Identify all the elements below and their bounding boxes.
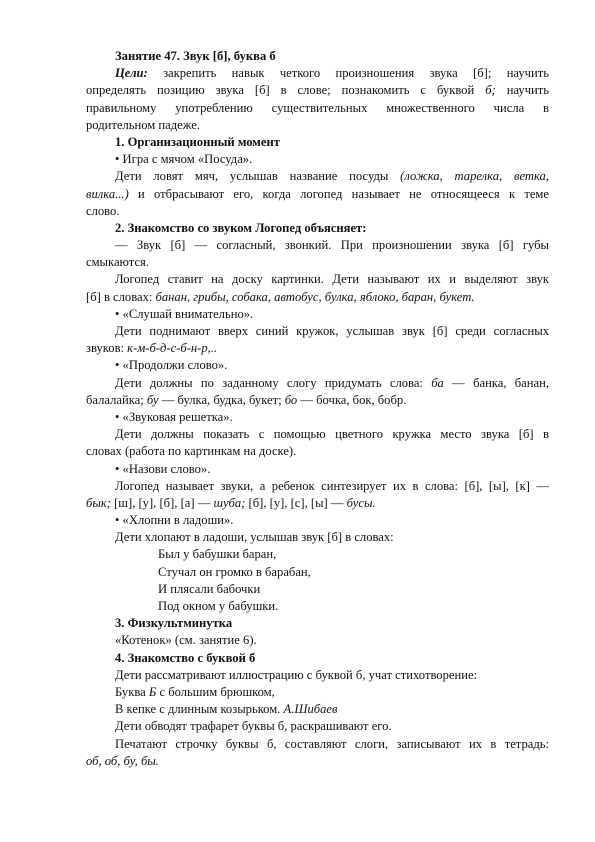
s3-line: «Котенок» (см. занятие 6). [115,633,257,648]
poem-line: Стучал он громко в барабан, [158,564,311,579]
s2-b2-words: банан, грибы, собака, автобус, булка, яблоко, баран, букет. [155,289,475,304]
s2-d-line-1 [86,375,549,392]
game-clap: • «Хлопни в ладоши». [115,513,234,528]
poem-line: Под окном у бабушки. [158,599,279,613]
section-2-heading: 2. Знакомство со звуком Логопед объясняет: [115,220,367,235]
goals-text-2: определять позицию звука [б] в слове; познакомить с буквой [86,83,475,98]
word-busy: бусы. [346,495,376,510]
s2-b-line-1: Логопед ставит на доску картинки. Дети называют их и выделяют звук [115,272,549,287]
goals-line-4: родительном падеже. [86,117,201,132]
s2-d1-text: Дети должны по заданному слогу придумать слова: [115,375,423,390]
s1-para-line-3: слово. [86,203,120,218]
s1-p2-text: и отбрасывают его, когда логопед называет не относящееся к теме [138,186,549,201]
goals-label: Цели: [115,66,148,81]
s1-p1-text: Дети ловят мяч, услышав название посуды [115,169,389,184]
poem-line: Был у бабушки баран, [158,547,277,562]
s4-l2-text-end: с большим брюшком, [159,684,275,699]
s4-l2-text: Буква [115,684,146,699]
s2-d2-syllable-bu: бу [146,392,159,407]
section-4-heading: 4. Знакомство с буквой б [115,650,256,665]
s4-line-5: Печатают строчку буквы б, составляют слоги, записывают их в тетрадь: [115,736,549,751]
s2-f-line-2 [86,495,549,512]
s2-d2-text: балалайка; [86,392,144,407]
s1-para-line-2 [86,186,549,203]
s2-b2-text: [б] в словах: [86,289,153,304]
poem-author: А.Шибаев [283,702,338,717]
lesson-title: Занятие 47. Звук [б], буква б [115,49,276,63]
s4-line-4: Дети обводят трафарет буквы б, раскрашивают его. [115,719,392,734]
s4-line-2 [86,684,549,701]
goals-text-2-end: научить [506,83,549,98]
s2-f2-sounds-2: [б], [у], [с], [ы] — [248,495,344,510]
s2-c-line-2 [86,340,549,357]
s2-h-line: Дети хлопают в ладоши, услышав звук [б] в словах: [115,530,394,545]
s2-b-line-2 [86,289,549,306]
goals-line-2 [86,82,549,99]
s2-c2-sounds: к-м-б-д-с-б-н-р,.. [127,341,218,356]
lesson-text [86,48,549,770]
word-byk: бык; [86,495,111,510]
s4-line-3 [86,701,549,718]
game-name-word: • «Назови слово». [115,461,211,476]
goals-line-1 [86,65,549,82]
poem-line: И плясали бабочки [158,581,261,596]
game-listen: • «Слушай внимательно». [115,306,254,321]
s1-para-line-1 [86,168,549,185]
section-3-heading: 3. Физкультминутка [115,616,233,631]
game-grid: • «Звуковая решетка». [115,409,233,424]
s2-e-line-1: Дети должны показать с помощью цветного кружка место звука [б] в [115,427,549,442]
game-ball: • Игра с мячом «Посуда». [115,152,253,167]
s4-line-6: об, об, бу, бы. [86,753,159,768]
section-1-heading: 1. Организационный момент [115,134,280,149]
s2-c-line-1: Дети поднимают вверх синий кружок, услышав звук [б] среди согласных [115,324,549,338]
s2-f-line-1: Логопед называет звуки, а ребенок синтезирует их в слова: [б], [ы], [к] — [115,478,549,493]
s1-p1-italic: (ложка, тарелка, ветка, [400,169,549,184]
goals-letter: б; [485,83,496,98]
s2-d2-words: — булка, будка, букет; [161,392,282,407]
goals-text-1: закрепить навык четкого произношения звука [б]; научить [163,66,549,81]
s4-l3-text: В кепке с длинным козырьком. [115,702,281,717]
s2-a-line-1: — Звук [б] — согласный, звонкий. При произношении звука [б] губы [115,238,549,253]
s4-line-1: Дети рассматривают иллюстрацию с буквой б, учат стихотворение: [115,667,478,682]
s2-d2-syllable-bo: бо [284,392,298,407]
s2-d2-words-end: — бочка, бок, бобр. [300,392,407,407]
s4-l2-letter: Б [148,684,157,699]
s2-d-line-2 [86,392,549,409]
game-continue: • «Продолжи слово». [115,358,228,373]
s2-a-line-2: смыкаются. [86,255,149,270]
s2-e-line-2: словах (работа по картинкам на доске). [86,444,297,459]
word-shuba: шуба; [213,495,246,510]
s2-f2-sounds: [ш], [у], [б], [а] — [114,495,211,510]
s2-c2-text: звуков: [86,341,125,356]
s2-d1-words: — банка, банан, [452,375,549,390]
goals-line-3: правильному употреблению существительных множественного числа в [86,100,549,115]
s1-p2-italic: вилка...) [86,186,129,201]
s2-d1-syllable: ба [431,375,444,390]
